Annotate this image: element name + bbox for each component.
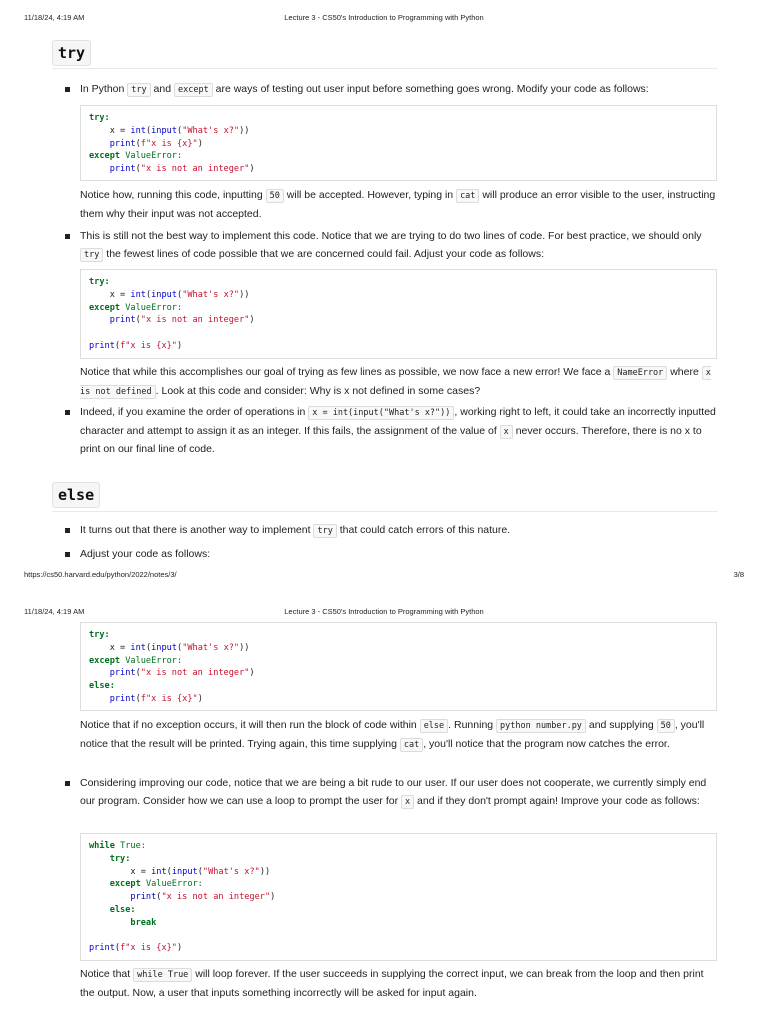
heading-divider — [52, 511, 718, 512]
paragraph: Notice how, running this code, inputting 50 will be accepted. However, typing in cat will produce an error visible to the user, instructing them why their input was not accepted. — [80, 189, 716, 220]
page-number: 3/8 — [733, 570, 744, 579]
inline-code: cat — [456, 189, 479, 203]
section-heading-else: else — [52, 482, 100, 508]
paragraph: Notice that while True will loop forever. If the user succeeds in supplying the correct input, we can break from the loop and then print the output. Now, a user that inputs something incorrectly will be asked for input again. — [80, 968, 704, 999]
print-datetime: 11/18/24, 4:19 AM — [24, 607, 85, 616]
list-item: Indeed, if you examine the order of operations in x = int(input("What's x?")) , working right to left, it could take an incorrectly inputted character and attempt to assign it as an integer. If this fails, the assignment of the value of x never occurs. Therefore, there is no x to print on our final line of code. — [80, 404, 720, 459]
inline-code: try — [313, 524, 336, 538]
print-title: Lecture 3 - CS50's Introduction to Programming with Python — [284, 13, 484, 22]
inline-code: else — [420, 719, 448, 733]
code-block: try: x = int(input("What's x?")) except ValueError: print("x is not an integer") else: print(f"x is {x}") — [80, 622, 717, 711]
print-header — [0, 13, 768, 27]
list-item: It turns out that there is another way to implement try that could catch errors of this nature. — [80, 522, 720, 541]
inline-code: x is not defined — [80, 368, 711, 397]
print-header — [0, 607, 768, 621]
list-item: Adjust your code as follows: — [80, 546, 720, 564]
section-heading-try: try — [52, 40, 91, 66]
inline-code: try — [127, 83, 150, 97]
inline-code: 50 — [657, 719, 675, 733]
inline-code: while True — [133, 968, 192, 982]
print-footer — [0, 570, 768, 584]
code-block: while True: try: x = int(input("What's x?")) except ValueError: print("x is not an integer") else: break print(f"x is {x}") — [80, 833, 717, 961]
inline-code: x — [500, 425, 513, 439]
inline-code: try — [80, 248, 103, 262]
inline-code: x = int(input("What's x?")) — [308, 406, 454, 420]
inline-code: python number.py — [496, 719, 586, 733]
paragraph: Notice that while this accomplishes our goal of trying as few lines as possible, we now face a new error! We face a NameError where x is not defined . Look at this code and consider: Why is x not defined in some cases? — [80, 366, 711, 397]
page-url: https://cs50.harvard.edu/python/2022/notes/3/ — [24, 570, 177, 579]
print-title: Lecture 3 - CS50's Introduction to Programming with Python — [284, 607, 484, 616]
inline-code: x — [401, 795, 414, 809]
inline-code: except — [174, 83, 213, 97]
paragraph: Notice that if no exception occurs, it will then run the block of code within else . Running python number.py and supplying 50 , you'll notice that the result will be printed. Trying again, this time supplying cat , you'll notice that the program now catches the error. — [80, 719, 705, 750]
list-item: In Python try and except are ways of testing out user input before something goes wrong. Modify your code as follows: — [80, 81, 720, 100]
inline-code: cat — [400, 738, 423, 752]
code-block: try: x = int(input("What's x?")) except ValueError: print("x is not an integer") print(f"x is {x}") — [80, 269, 717, 359]
list-item: This is still not the best way to implement this code. Notice that we are trying to do two lines of code. For best practice, we should only try the fewest lines of code possible that we are concerned could fail. Adjust your code as follows: — [80, 228, 720, 264]
code-block: try: x = int(input("What's x?")) print(f"x is {x}") except ValueError: print("x is not an integer") — [80, 105, 717, 181]
inline-code: 50 — [266, 189, 284, 203]
heading-divider — [52, 68, 718, 69]
list-item: Considering improving our code, notice that we are being a bit rude to our user. If our user does not cooperate, we currently simply end our program. Consider how we can use a loop to prompt the user for x and if they don't prompt again! Improve your code as follows: — [80, 775, 720, 811]
inline-code: NameError — [613, 366, 667, 380]
print-datetime: 11/18/24, 4:19 AM — [24, 13, 85, 22]
